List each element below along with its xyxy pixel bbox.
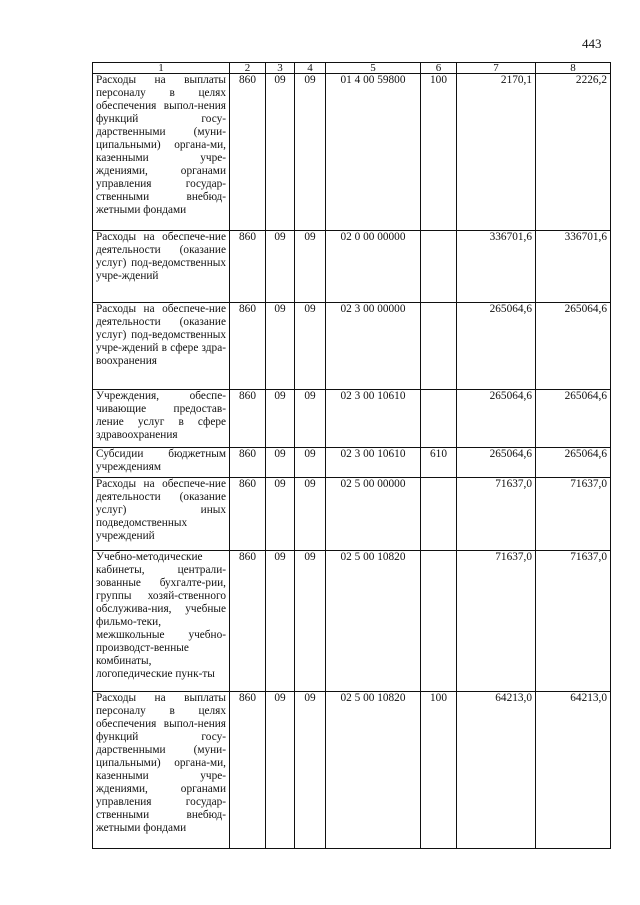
table-row [93, 231, 611, 303]
col-header-3: 3 [266, 63, 295, 74]
expense-name: Учреждения, обеспе-чивающие предостав-ление услуг в сфере здравоохранения [93, 390, 230, 448]
subsection-code: 09 [295, 231, 326, 303]
table-row [93, 303, 611, 390]
expense-type-code [421, 551, 457, 692]
col-header-8: 8 [536, 63, 611, 74]
col-header-6: 6 [421, 63, 457, 74]
section-code: 09 [266, 448, 295, 478]
expense-type-code: 100 [421, 74, 457, 231]
expense-type-code [421, 478, 457, 551]
table-row [93, 551, 611, 692]
table-row [93, 74, 611, 231]
target-article-code: 02 3 00 00000 [326, 303, 421, 390]
subsection-code: 09 [295, 448, 326, 478]
col-header-2: 2 [230, 63, 266, 74]
amount-year-2: 265064,6 [536, 390, 611, 448]
target-article-code: 02 5 00 10820 [326, 551, 421, 692]
amount-year-2: 336701,6 [536, 231, 611, 303]
target-article-code: 02 0 00 00000 [326, 231, 421, 303]
subsection-code: 09 [295, 390, 326, 448]
expense-name: Расходы на обеспече-ние деятельности (оказание услуг) под-ведомственных учре-ждений в сфере здра-воохранения [93, 303, 230, 390]
ministry-code: 860 [230, 231, 266, 303]
amount-year-2: 265064,6 [536, 448, 611, 478]
expense-type-code: 100 [421, 692, 457, 849]
amount-year-2: 64213,0 [536, 692, 611, 849]
amount-year-1: 336701,6 [457, 231, 536, 303]
amount-year-1: 71637,0 [457, 478, 536, 551]
ministry-code: 860 [230, 448, 266, 478]
subsection-code: 09 [295, 551, 326, 692]
amount-year-1: 71637,0 [457, 551, 536, 692]
amount-year-2: 265064,6 [536, 303, 611, 390]
section-code: 09 [266, 692, 295, 849]
amount-year-2: 2226,2 [536, 74, 611, 231]
subsection-code: 09 [295, 303, 326, 390]
expense-name: Расходы на выплаты персоналу в целях обеспечения выпол-нения функций госу-дарственными (муни-ципальными) органа-ми, казенными учре-ждениями, органами управления государ-ственными внебюд-жетными фондами [93, 692, 230, 849]
ministry-code: 860 [230, 390, 266, 448]
expense-type-code [421, 231, 457, 303]
subsection-code: 09 [295, 74, 326, 231]
ministry-code: 860 [230, 692, 266, 849]
table-row [93, 478, 611, 551]
ministry-code: 860 [230, 551, 266, 692]
ministry-code: 860 [230, 303, 266, 390]
target-article-code: 01 4 00 59800 [326, 74, 421, 231]
col-header-7: 7 [457, 63, 536, 74]
table-row [93, 692, 611, 849]
target-article-code: 02 5 00 10820 [326, 692, 421, 849]
table-row [93, 448, 611, 478]
col-header-1: 1 [93, 63, 230, 74]
budget-table [92, 62, 611, 849]
expense-name: Учебно-методические кабинеты, централи-зованные бухгалте-рии, группы хозяй-ственного обслужива-ния, учебные фильмо-теки, межшкольные учебно-производст-венные комбинаты, логопедические пунк-ты [93, 551, 230, 692]
table-row [93, 390, 611, 448]
amount-year-1: 265064,6 [457, 390, 536, 448]
subsection-code: 09 [295, 692, 326, 849]
amount-year-1: 265064,6 [457, 448, 536, 478]
expense-name: Субсидии бюджетным учреждениям [93, 448, 230, 478]
expense-name: Расходы на обеспече-ние деятельности (оказание услуг) под-ведомственных учре-ждений [93, 231, 230, 303]
section-code: 09 [266, 478, 295, 551]
expense-name: Расходы на выплаты персоналу в целях обеспечения выпол-нения функций госу-дарственными (муни-ципальными) органа-ми, казенными учре-ждениями, органами управления государ-ственными внебюд-жетными фондами [93, 74, 230, 231]
col-header-4: 4 [295, 63, 326, 74]
amount-year-1: 64213,0 [457, 692, 536, 849]
page-number: 443 [582, 36, 602, 51]
col-header-5: 5 [326, 63, 421, 74]
amount-year-2: 71637,0 [536, 551, 611, 692]
subsection-code: 09 [295, 478, 326, 551]
ministry-code: 860 [230, 74, 266, 231]
amount-year-1: 265064,6 [457, 303, 536, 390]
table-header-row [93, 63, 611, 74]
target-article-code: 02 3 00 10610 [326, 390, 421, 448]
amount-year-2: 71637,0 [536, 478, 611, 551]
expense-name: Расходы на обеспече-ние деятельности (оказание услуг) иных подведомственных учреждений [93, 478, 230, 551]
ministry-code: 860 [230, 478, 266, 551]
section-code: 09 [266, 74, 295, 231]
section-code: 09 [266, 231, 295, 303]
expense-type-code: 610 [421, 448, 457, 478]
amount-year-1: 2170,1 [457, 74, 536, 231]
section-code: 09 [266, 551, 295, 692]
target-article-code: 02 3 00 10610 [326, 448, 421, 478]
expense-type-code [421, 390, 457, 448]
target-article-code: 02 5 00 00000 [326, 478, 421, 551]
expense-type-code [421, 303, 457, 390]
section-code: 09 [266, 303, 295, 390]
section-code: 09 [266, 390, 295, 448]
